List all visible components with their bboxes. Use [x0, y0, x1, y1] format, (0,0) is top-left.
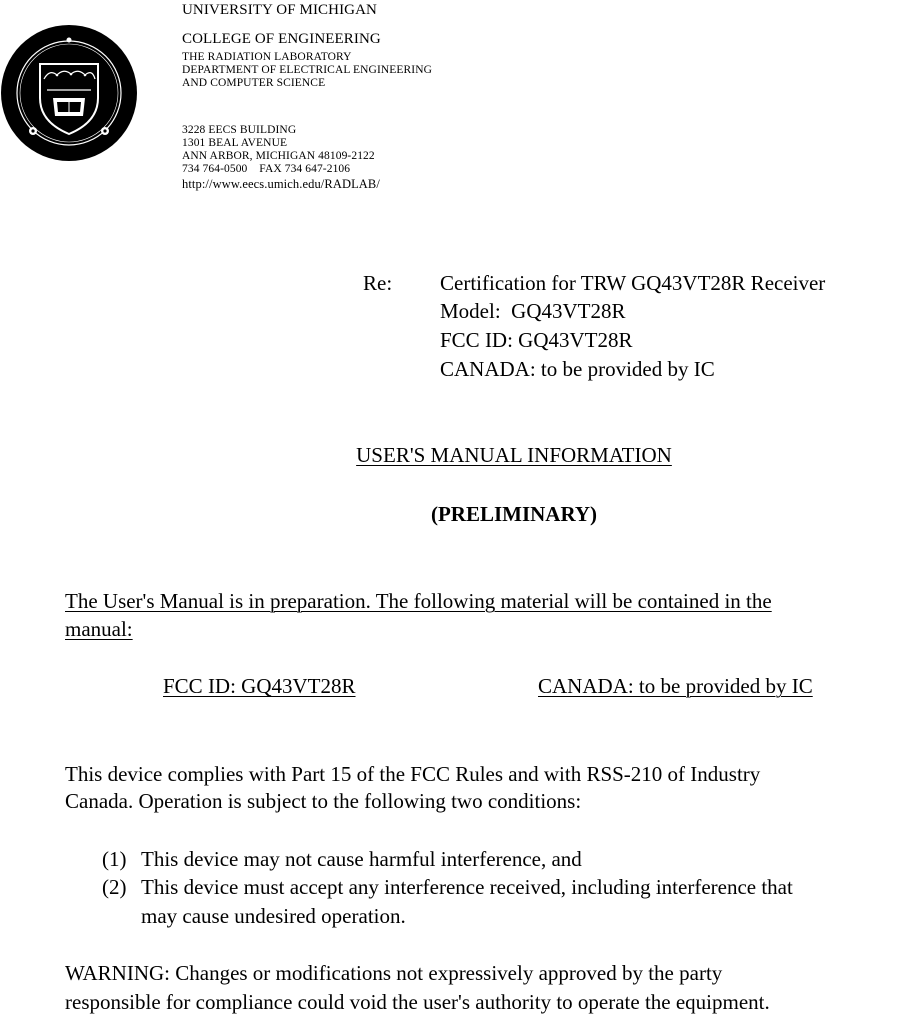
warning-line: WARNING: Changes or modifications not expressively approved by the party — [65, 961, 723, 985]
fcc-id: FCC ID: GQ43VT28R — [163, 674, 356, 698]
letterhead-address-line: ANN ARBOR, MICHIGAN 48109-2122 — [182, 150, 375, 162]
letterhead-college: COLLEGE OF ENGINEERING — [182, 31, 381, 47]
compliance-line: This device complies with Part 15 of the FCC Rules and with RSS-210 of Industry — [65, 762, 761, 786]
letterhead-address-line: 3228 EECS BUILDING — [182, 124, 297, 136]
letterhead-url: http://www.eecs.umich.edu/RADLAB/ — [182, 177, 380, 191]
warning-line: responsible for compliance could void the user's authority to operate the equipment. — [65, 990, 770, 1014]
condition-text: This device must accept any interference received, including interference that — [141, 875, 793, 899]
reference-line: Model: GQ43VT28R — [440, 299, 626, 323]
letterhead-university: UNIVERSITY OF MICHIGAN — [182, 2, 377, 18]
letterhead-lab-line: THE RADIATION LABORATORY — [182, 51, 352, 63]
letterhead-address-line: 1301 BEAL AVENUE — [182, 137, 288, 149]
reference-line: Certification for TRW GQ43VT28R Receiver — [440, 271, 826, 295]
condition-number: (2) — [102, 875, 127, 899]
intro-line: manual: — [65, 617, 133, 641]
compliance-line: Canada. Operation is subject to the following two conditions: — [65, 789, 582, 813]
reference-line: FCC ID: GQ43VT28R — [440, 328, 633, 352]
intro-line: The User's Manual is in preparation. The following material will be contained in the — [65, 589, 772, 613]
letterhead-lab-line: DEPARTMENT OF ELECTRICAL ENGINEERING — [182, 64, 433, 76]
document-heading: USER'S MANUAL INFORMATION — [356, 443, 672, 467]
university-seal-logo — [0, 24, 138, 162]
canada-id: CANADA: to be provided by IC — [538, 674, 813, 698]
letterhead-phone-fax: 734 764-0500 FAX 734 647-2106 — [182, 163, 351, 175]
document-subheading: (PRELIMINARY) — [430, 502, 598, 526]
condition-text: may cause undesired operation. — [141, 904, 406, 928]
reference-label: Re: — [363, 271, 393, 295]
letterhead-lab-line: AND COMPUTER SCIENCE — [182, 77, 326, 89]
reference-line: CANADA: to be provided by IC — [440, 357, 715, 381]
condition-number: (1) — [102, 847, 127, 871]
condition-text: This device may not cause harmful interference, and — [141, 847, 582, 871]
